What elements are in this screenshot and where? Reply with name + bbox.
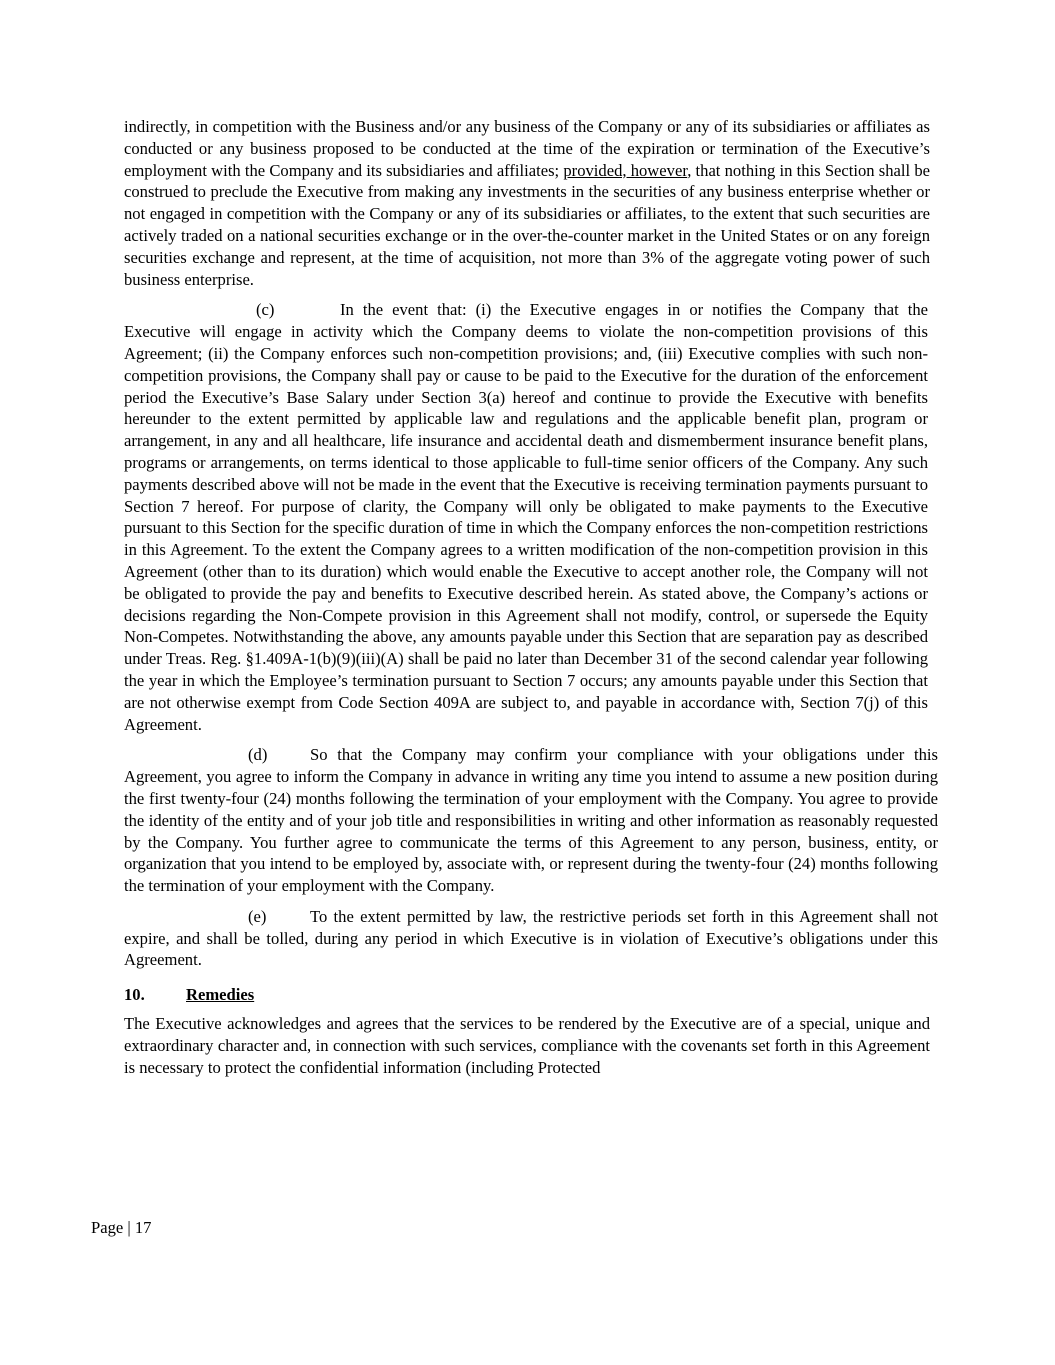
paragraph-c-text: In the event that: (i) the Executive engages in or notifies the Company that the Executive will engage in activity which the Company deems to violate the non-competition provisions of this Agreement; (ii) the Company enforces such non-competition provisions; and, (iii) Executive complies with such non-competition provisions, the Company shall pay or cause to be paid to the Executive for the duration of the enforcement period the Executive’s Base Salary under Section 3(a) hereof and continue to provide the Executive with benefits hereunder to the extent permitted by applicable law and regulations and the applicable benefit plan, program or arrangement, in any and all healthcare, life insurance and accidental death and dismemberment insurance benefit plans, programs or arrangements, on terms identical to those applicable to full-time senior officers of the Company. Any such payments described above will not be made in the event that the Executive is receiving termination payments pursuant to Section 7 hereof. For purpose of clarity, the Company will only be obligated to make payments to the Executive pursuant to this Section for the specific duration of time in which the Company enforces the non-competition restrictions in this Agreement. To the extent the Company agrees to a written modification of the non-competition provision in this Agreement (other than to its duration) which would enable the Executive to accept another role, the Company will not be obligated to provide the pay and benefits to Executive described herein. As stated above, the Company’s actions or decisions regarding the Non-Compete provision in this Agreement shall not modify, control, or supersede the Equity Non-Competes. Notwithstanding the above, any amounts payable under this Section that are separation pay as described under Treas. Reg. §1.409A-1(b)(9)(iii)(A) shall be paid no later than December 31 of the second calendar year following the year in which the Employee’s termination pursuant to Section 7 occurs; any amounts payable under this Section that are not otherwise exempt from Code Section 409A are subject to, and payable in accordance with, Section 7(j) of this Agreement. [124,300,928,734]
page-number-footer: Page | 17 [91,1218,152,1237]
paragraph-d-text: So that the Company may confirm your compliance with your obligations under this Agreement, you agree to inform the Company in advance in writing any time you intend to assume a new position during the first twenty-four (24) months following the termination of your employment with the Company. You agree to provide the identity of the entity and of your job title and responsibilities in writing and other information as reasonably requested by the Company. You further agree to communicate the terms of this Agreement to any person, business, entity, or organization that you intend to be employed by, associate with, or represent during the twenty-four (24) months following the termination of your employment with the Company. [124,745,938,896]
section-10-number: 10. [124,985,145,1005]
paragraph-b-continuation [124,116,930,290]
paragraph-e [124,906,938,971]
paragraph-e-text: To the extent permitted by law, the restrictive periods set forth in this Agreement shall not expire, and shall be tolled, during any period in which Executive is in violation of Executive’s obligations under this Agreement. [124,906,938,970]
document-body [124,116,938,1087]
section-10-heading [124,984,930,1006]
paragraph-c [124,299,928,735]
paragraph-d-label: (d) [248,745,268,765]
section-10-paragraph: The Executive acknowledges and agrees that the services to be rendered by the Executive are of a special, unique and extraordinary character and, in connection with such services, compliance with the covenants set forth in this Agreement is necessary to protect the confidential information (including Protected [124,1014,930,1077]
provided-however-underlined: provided, however [563,160,688,180]
paragraph-e-label: (e) [248,906,267,926]
paragraph-b-text-start: indirectly, in competition with the Business and/or any business of the Company or any of its subsidiaries or affiliates as conducted or any business proposed to be conducted at the time of the expiration or termination of the Executive’s employment with the Company and its subsidiaries and affiliates; [124,117,930,180]
paragraph-c-label: (c) [256,300,275,320]
paragraph-d [124,744,938,897]
section-10-title: Remedies [186,985,255,1005]
paragraph-b-text-end: , that nothing in this Section shall be construed to preclude the Executive from making any investments in the securities of any business enterprise whether or not engaged in competition with the Company or any of its subsidiaries or affiliates, to the extent that such securities are actively traded on a national securities exchange or in the over-the-counter market in the United States or on any foreign securities exchange and represent, at the time of acquisition, not more than 3% of the aggregate voting power of such business enterprise. [124,160,930,289]
